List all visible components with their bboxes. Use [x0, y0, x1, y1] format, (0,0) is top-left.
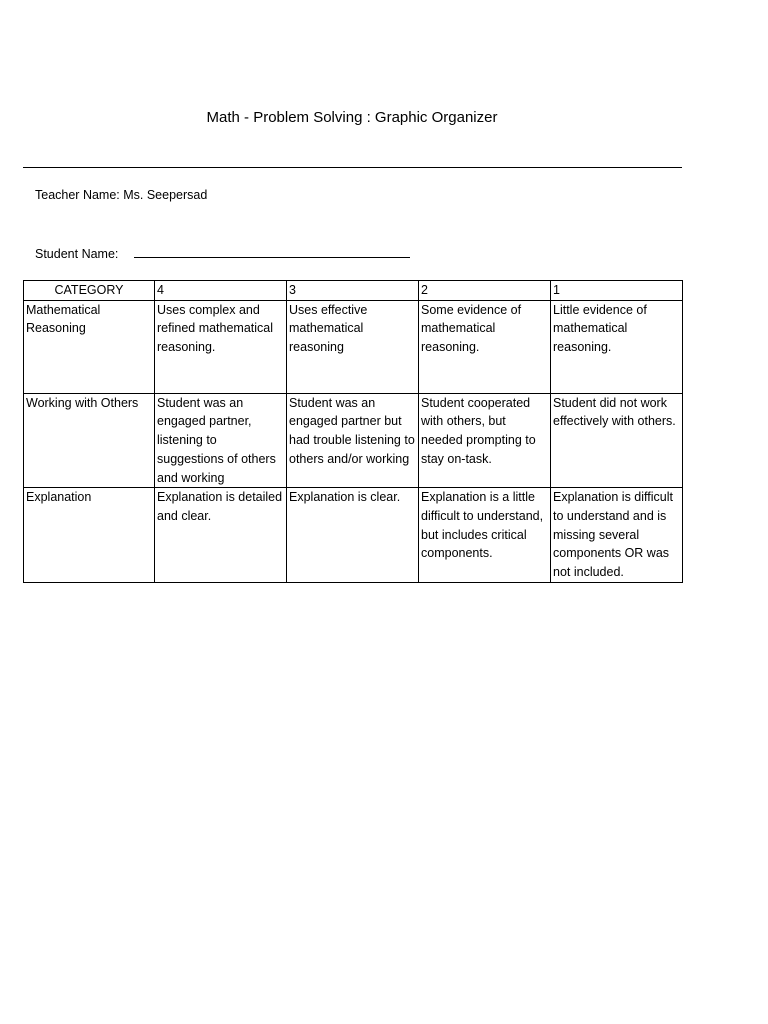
table-cell: Some evidence of mathematical reasoning.: [419, 300, 551, 393]
row-category: Working with Others: [24, 393, 155, 488]
student-name-label: Student Name:: [35, 247, 119, 261]
student-name-blank: [134, 244, 410, 258]
header-score-4: 4: [155, 281, 287, 301]
table-cell: Student did not work effectively with others.: [551, 393, 683, 488]
student-name-row: [35, 244, 410, 261]
table-cell: Student was an engaged partner, listening to suggestions of others and working: [155, 393, 287, 488]
teacher-name: Teacher Name: Ms. Seepersad: [35, 188, 208, 202]
title-divider: [23, 167, 682, 168]
table-cell: Uses effective mathematical reasoning: [287, 300, 419, 393]
table-cell: Explanation is clear.: [287, 488, 419, 583]
document-title: Math - Problem Solving : Graphic Organizer: [206, 109, 498, 126]
row-category: Explanation: [24, 488, 155, 583]
table-row: [24, 488, 683, 583]
table-cell: Student was an engaged partner but had trouble listening to others and/or working: [287, 393, 419, 488]
table-cell: Explanation is difficult to understand and is missing several components OR was not included.: [551, 488, 683, 583]
table-cell: Explanation is detailed and clear.: [155, 488, 287, 583]
rubric-table: [23, 280, 683, 583]
header-score-3: 3: [287, 281, 419, 301]
header-score-2: 2: [419, 281, 551, 301]
table-cell: Student cooperated with others, but needed prompting to stay on-task.: [419, 393, 551, 488]
table-cell: Explanation is a little difficult to understand, but includes critical components.: [419, 488, 551, 583]
header-category: CATEGORY: [24, 281, 155, 301]
table-cell: Little evidence of mathematical reasoning.: [551, 300, 683, 393]
row-category: Mathematical Reasoning: [24, 300, 155, 393]
table-row: [24, 300, 683, 393]
rubric-header-row: [24, 281, 683, 301]
table-cell: Uses complex and refined mathematical reasoning.: [155, 300, 287, 393]
header-score-1: 1: [551, 281, 683, 301]
table-row: [24, 393, 683, 488]
